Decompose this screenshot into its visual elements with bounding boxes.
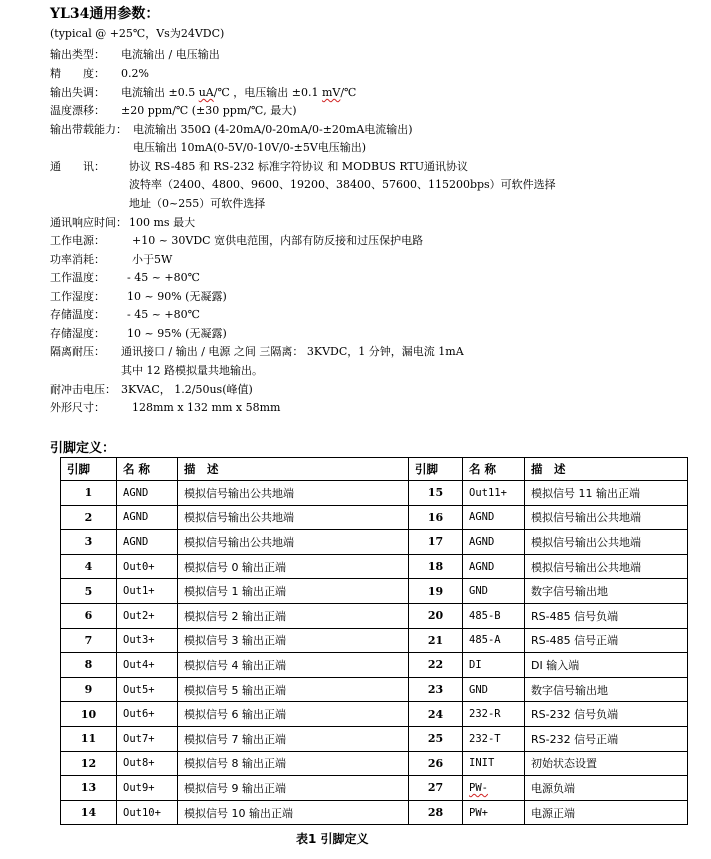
param-label: 存储温度： (50, 308, 105, 321)
pin-number: 6 (61, 603, 117, 628)
pin-section-title: 引脚定义： (50, 441, 116, 456)
pin-description: RS-232 信号负端 (525, 702, 688, 727)
pin-description: 数字信号输出地 (525, 677, 688, 702)
pin-description: 初始状态设置 (525, 751, 688, 776)
param-label: 存储湿度： (50, 327, 105, 340)
pin-name: Out11+ (463, 481, 525, 506)
param-label: 工作湿度： (50, 290, 105, 303)
pin-name: Out7+ (117, 726, 178, 751)
table-row (61, 554, 688, 579)
pin-name: AGND (463, 530, 525, 555)
pin-name: PW- (463, 776, 525, 801)
pin-name: AGND (117, 481, 178, 506)
param-row (50, 251, 173, 269)
param-value (121, 84, 356, 102)
param-row (50, 214, 196, 232)
param-label: 输出类型： (50, 48, 105, 61)
table-row (61, 702, 688, 727)
value-text: /℃ (340, 86, 357, 99)
pin-description: 模拟信号 2 输出正端 (178, 603, 409, 628)
pin-description: 模拟信号 4 输出正端 (178, 653, 409, 678)
param-row (50, 306, 200, 324)
pin-number: 11 (61, 726, 117, 751)
param-row (50, 288, 227, 306)
table-row (61, 530, 688, 555)
param-label: 输出失调： (50, 86, 105, 99)
pin-name: Out5+ (117, 677, 178, 702)
header-desc: 描 述 (525, 458, 688, 481)
pin-name: Out6+ (117, 702, 178, 727)
param-row (50, 65, 149, 83)
pin-description: 数字信号输出地 (525, 579, 688, 604)
pin-name: 485-B (463, 603, 525, 628)
param-label: 温度漂移： (50, 104, 105, 117)
pin-definition-table (60, 457, 688, 825)
pin-name: 485-A (463, 628, 525, 653)
param-row (50, 121, 413, 139)
pin-number: 27 (409, 776, 463, 801)
pin-description: RS-485 信号正端 (525, 628, 688, 653)
table-caption: 表1 引脚定义 (296, 832, 369, 846)
param-row (50, 325, 227, 343)
pin-name: GND (463, 579, 525, 604)
pin-description: 模拟信号输出公共地端 (178, 530, 409, 555)
pin-number: 18 (409, 554, 463, 579)
pin-description: 模拟信号 11 输出正端 (525, 481, 688, 506)
pin-name: DI (463, 653, 525, 678)
param-value: ±20 ppm/℃ (±30 ppm/℃, 最大) (121, 104, 297, 117)
param-value: 0.2% (121, 67, 149, 80)
pin-number: 1 (61, 481, 117, 506)
pin-description: 模拟信号 7 输出正端 (178, 726, 409, 751)
param-row (50, 343, 464, 361)
pin-name: Out8+ (117, 751, 178, 776)
param-value: 10 ~ 90% (无凝露) (127, 290, 227, 303)
table-row (61, 800, 688, 825)
pin-description: 模拟信号 0 输出正端 (178, 554, 409, 579)
pin-name: AGND (117, 530, 178, 555)
pin-number: 9 (61, 677, 117, 702)
pin-description: RS-485 信号负端 (525, 603, 688, 628)
param-label: 通讯响应时间： (50, 216, 127, 229)
param-label: 隔离耐压： (50, 345, 105, 358)
pin-name: Out3+ (117, 628, 178, 653)
pin-number: 4 (61, 554, 117, 579)
pin-number: 5 (61, 579, 117, 604)
param-value: 协议 RS-485 和 RS-232 标准字符协议 和 MODBUS RTU通讯协议 (129, 160, 469, 173)
param-row (50, 84, 357, 102)
param-label: 耐冲击电压： (50, 383, 116, 396)
header-name: 名 称 (463, 458, 525, 481)
pin-name: Out10+ (117, 800, 178, 825)
pin-name: INIT (463, 751, 525, 776)
table-row (61, 653, 688, 678)
value-text: 电流输出 ±0.5 (121, 86, 199, 99)
param-row (50, 102, 297, 120)
param-value: 电压输出 10mA(0-5V/0-10V/0-±5V电压输出) (133, 141, 367, 154)
param-value: 3KVAC， 1.2/50us(峰值) (121, 383, 253, 396)
pin-name: Out2+ (117, 603, 178, 628)
param-value: 10 ~ 95% (无凝露) (127, 327, 227, 340)
pin-number: 20 (409, 603, 463, 628)
param-label: 工作温度： (50, 271, 105, 284)
pin-name: AGND (463, 554, 525, 579)
pin-description: 模拟信号输出公共地端 (525, 530, 688, 555)
param-row (50, 158, 469, 176)
pin-description: 模拟信号 9 输出正端 (178, 776, 409, 801)
table-row (61, 481, 688, 506)
param-label: 通 讯： (50, 160, 105, 173)
param-value: +10 ~ 30VDC 宽供电范围，内部有防反接和过压保护电路 (132, 234, 424, 247)
param-label: 外形尺寸： (50, 401, 105, 414)
param-value: 地址（0~255）可软件选择 (129, 197, 266, 210)
pin-description: 模拟信号 6 输出正端 (178, 702, 409, 727)
value-text: /℃ ，电压输出 ±0.1 (213, 86, 322, 99)
table-row (61, 751, 688, 776)
table-row (61, 579, 688, 604)
param-row (50, 46, 220, 64)
pin-number: 12 (61, 751, 117, 776)
pin-description: 模拟信号输出公共地端 (525, 505, 688, 530)
pin-description: 模拟信号 1 输出正端 (178, 579, 409, 604)
header-name: 名 称 (117, 458, 178, 481)
table-row (61, 677, 688, 702)
pin-description: 模拟信号 10 输出正端 (178, 800, 409, 825)
param-value: - 45 ~ +80℃ (127, 271, 200, 284)
table-row (61, 505, 688, 530)
pin-number: 23 (409, 677, 463, 702)
pin-name: Out9+ (117, 776, 178, 801)
param-label: 功率消耗： (50, 253, 105, 266)
pin-description: 模拟信号输出公共地端 (525, 554, 688, 579)
param-value: 其中 12 路模拟量共地输出。 (121, 364, 263, 377)
pin-description: DI 输入端 (525, 653, 688, 678)
pin-name: 232-T (463, 726, 525, 751)
pin-name: AGND (117, 505, 178, 530)
table-row (61, 776, 688, 801)
param-value: 100 ms 最大 (129, 216, 196, 229)
pin-number: 7 (61, 628, 117, 653)
pin-number: 28 (409, 800, 463, 825)
header-pin: 引脚 (61, 458, 117, 481)
pin-number: 26 (409, 751, 463, 776)
pin-description: 模拟信号 5 输出正端 (178, 677, 409, 702)
pin-number: 16 (409, 505, 463, 530)
pin-number: 25 (409, 726, 463, 751)
pin-number: 15 (409, 481, 463, 506)
pin-number: 8 (61, 653, 117, 678)
param-row (50, 232, 424, 250)
param-value: 通讯接口 / 输出 / 电源 之间 三隔离： 3KVDC，1 分钟，漏电流 1mA (121, 345, 464, 358)
pin-number: 14 (61, 800, 117, 825)
pin-name: GND (463, 677, 525, 702)
param-value: 波特率（2400、4800、9600、19200、38400、57600、115200bps）可软件选择 (129, 178, 556, 191)
pin-description: 电源负端 (525, 776, 688, 801)
pin-number: 24 (409, 702, 463, 727)
param-value: 电流输出 / 电压输出 (121, 48, 220, 61)
pin-number: 19 (409, 579, 463, 604)
param-value: 128mm x 132 mm x 58mm (132, 401, 281, 414)
pin-name: Out4+ (117, 653, 178, 678)
param-value: - 45 ~ +80℃ (127, 308, 200, 321)
pin-number: 21 (409, 628, 463, 653)
pin-name: 232-R (463, 702, 525, 727)
pin-number: 3 (61, 530, 117, 555)
param-row (50, 269, 200, 287)
test-conditions: (typical @ +25℃，Vs为24VDC) (50, 27, 225, 40)
pin-name: PW+ (463, 800, 525, 825)
pin-description: 模拟信号输出公共地端 (178, 481, 409, 506)
param-label: 工作电源： (50, 234, 105, 247)
header-desc: 描 述 (178, 458, 409, 481)
pin-name: AGND (463, 505, 525, 530)
pin-description: 模拟信号 3 输出正端 (178, 628, 409, 653)
pin-description: 模拟信号输出公共地端 (178, 505, 409, 530)
header-pin: 引脚 (409, 458, 463, 481)
param-label: 输出带载能力： (50, 123, 127, 136)
unit-text: mV (321, 86, 341, 99)
table-row (61, 726, 688, 751)
pin-number: 2 (61, 505, 117, 530)
doc-title: YL34通用参数： (50, 6, 160, 22)
pin-description: 模拟信号 8 输出正端 (178, 751, 409, 776)
pin-number: 13 (61, 776, 117, 801)
table-header-row (61, 458, 688, 481)
pin-name: Out1+ (117, 579, 178, 604)
pin-description: RS-232 信号正端 (525, 726, 688, 751)
pin-name: Out0+ (117, 554, 178, 579)
param-value: 电流输出 350Ω (4-20mA/0-20mA/0-±20mA电流输出) (133, 123, 413, 136)
table-row (61, 628, 688, 653)
pin-number: 22 (409, 653, 463, 678)
pin-description: 电源正端 (525, 800, 688, 825)
param-row (50, 381, 253, 399)
unit-text: uA (198, 86, 214, 99)
table-row (61, 603, 688, 628)
param-label: 精 度： (50, 67, 105, 80)
param-value: 小于5W (132, 253, 173, 266)
pin-number: 10 (61, 702, 117, 727)
param-row (50, 399, 281, 417)
pin-number: 17 (409, 530, 463, 555)
